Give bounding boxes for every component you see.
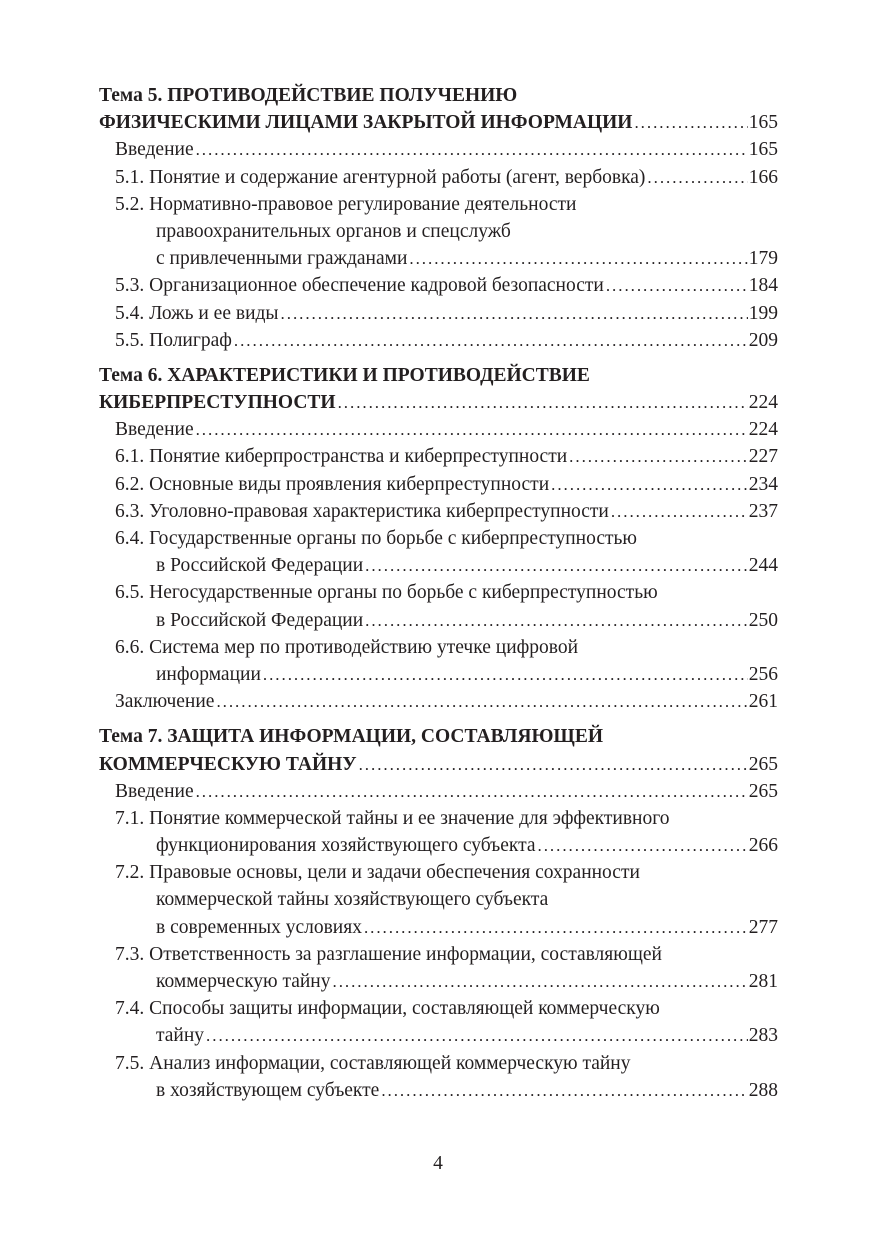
- dot-leader: [234, 327, 748, 354]
- entry-label: 6.1. Понятие киберпространства и киберпреступности: [115, 446, 568, 468]
- toc-entry: [99, 443, 778, 470]
- entry-label: 6.2. Основные виды проявления киберпреступности: [115, 473, 550, 495]
- topic-title: [99, 109, 778, 136]
- toc-entry-continuation: [99, 661, 778, 688]
- page-ref: 209: [748, 329, 778, 351]
- page-ref: 199: [748, 302, 778, 324]
- page-ref: 265: [748, 780, 778, 802]
- topic-5-section: [99, 82, 778, 354]
- topic-title-line-2: КОММЕРЧЕСКУЮ ТАЙНУ: [99, 753, 357, 775]
- entry-label: в хозяйствующем субъекте: [156, 1079, 380, 1101]
- toc-entry: [99, 995, 778, 1022]
- entry-label: 7.4. Способы защиты информации, составляющей коммерческую: [115, 998, 660, 1020]
- page-ref: 184: [748, 275, 778, 297]
- page-ref: 288: [748, 1079, 778, 1101]
- entry-label: коммерческую тайну: [156, 971, 331, 992]
- page-number: 4: [433, 1153, 443, 1174]
- page-ref: 166: [748, 166, 778, 188]
- dot-leader: [365, 607, 748, 634]
- topic-title: [99, 82, 778, 109]
- dot-leader: [206, 1022, 748, 1049]
- page-ref: 244: [748, 555, 778, 577]
- entry-label: 5.3. Организационное обеспечение кадровой безопасности: [115, 275, 604, 297]
- dot-leader: [216, 688, 747, 715]
- dot-leader: [606, 272, 748, 299]
- entry-label: 7.5. Анализ информации, составляющей коммерческую тайну: [115, 1052, 631, 1074]
- toc-entry: [99, 525, 778, 552]
- page-ref: 256: [748, 663, 778, 685]
- dot-leader: [333, 968, 748, 995]
- dot-leader: [338, 389, 748, 416]
- entry-label: коммерческой тайны хозяйствующего субъекта: [156, 889, 549, 911]
- entry-label: 7.1. Понятие коммерческой тайны и ее значение для эффективного: [115, 807, 670, 829]
- toc-entry: [99, 1050, 778, 1077]
- page-ref: 234: [748, 473, 778, 495]
- entry-label: Введение: [115, 419, 194, 441]
- dot-leader: [263, 661, 748, 688]
- toc-entry: [99, 471, 778, 498]
- dot-leader: [381, 1077, 747, 1104]
- entry-label: 6.3. Уголовно-правовая характеристика киберпреступности: [115, 500, 609, 522]
- page-ref: 250: [748, 609, 778, 631]
- toc-entry: [99, 327, 778, 354]
- toc-entry-continuation: [99, 968, 778, 995]
- dot-leader: [364, 914, 748, 941]
- dot-leader: [634, 109, 747, 136]
- toc-entry: [99, 778, 778, 805]
- topic-7-section: [99, 723, 778, 1104]
- toc-entry: [99, 688, 778, 715]
- table-of-contents: [99, 82, 778, 1112]
- topic-title: [99, 723, 778, 750]
- toc-entry: [99, 136, 778, 163]
- dot-leader: [538, 832, 748, 859]
- dot-leader: [647, 164, 747, 191]
- toc-entry-continuation: [99, 832, 778, 859]
- dot-leader: [365, 552, 748, 579]
- entry-label: информации: [156, 663, 261, 685]
- entry-label: 7.2. Правовые основы, цели и задачи обеспечения сохранности: [115, 862, 640, 884]
- toc-entry: [99, 164, 778, 191]
- entry-label: 5.1. Понятие и содержание агентурной работы (агент, вербовка): [115, 166, 646, 188]
- topic-title-line-1: Тема 5. ПРОТИВОДЕЙСТВИЕ ПОЛУЧЕНИЮ: [99, 85, 518, 106]
- toc-entry: [99, 941, 778, 968]
- topic-title-line-2: КИБЕРПРЕСТУПНОСТИ: [99, 392, 336, 414]
- dot-leader: [281, 300, 748, 327]
- toc-entry: [99, 579, 778, 606]
- toc-entry: [99, 191, 778, 218]
- dot-leader: [359, 751, 748, 778]
- page-ref: 283: [748, 1025, 778, 1047]
- entry-label: Введение: [115, 139, 194, 161]
- toc-entry-continuation: [99, 607, 778, 634]
- entry-label: функционирования хозяйствующего субъекта: [156, 835, 536, 857]
- page-ref: 165: [748, 139, 778, 161]
- dot-leader: [409, 245, 747, 272]
- topic-6-section: [99, 362, 778, 715]
- page-ref: 266: [748, 835, 778, 857]
- dot-leader: [611, 498, 748, 525]
- toc-entry-continuation: [99, 1022, 778, 1049]
- toc-entry: [99, 272, 778, 299]
- page-ref: 224: [748, 392, 778, 414]
- entry-label: 6.5. Негосударственные органы по борьбе с киберпреступностью: [115, 582, 658, 604]
- entry-label: тайну: [156, 1025, 205, 1047]
- toc-entry: [99, 300, 778, 327]
- toc-entry-continuation: [99, 886, 778, 913]
- dot-leader: [569, 443, 748, 470]
- entry-label: в современных условиях: [156, 916, 362, 938]
- topic-title: [99, 751, 778, 778]
- entry-label: 6.4. Государственные органы по борьбе с киберпреступностью: [115, 528, 637, 549]
- entry-label: в Российской Федерации: [156, 555, 364, 577]
- entry-label: 7.3. Ответственность за разглашение информации, составляющей: [115, 943, 662, 965]
- dot-leader: [196, 416, 748, 443]
- page-ref: 281: [748, 971, 778, 992]
- dot-leader: [196, 136, 748, 163]
- page-ref: 237: [748, 500, 778, 522]
- topic-title-line-1: Тема 7. ЗАЩИТА ИНФОРМАЦИИ, СОСТАВЛЯЮЩЕЙ: [99, 726, 604, 748]
- toc-entry-continuation: [99, 914, 778, 941]
- toc-entry: [99, 634, 778, 661]
- toc-entry-continuation: [99, 218, 778, 245]
- topic-title-line-1: Тема 6. ХАРАКТЕРИСТИКИ И ПРОТИВОДЕЙСТВИЕ: [99, 364, 590, 386]
- entry-label: в Российской Федерации: [156, 609, 364, 631]
- entry-label: 5.2. Нормативно-правовое регулирование деятельности: [115, 193, 577, 215]
- topic-title: [99, 389, 778, 416]
- entry-label: Заключение: [115, 691, 215, 713]
- toc-entry-continuation: [99, 552, 778, 579]
- toc-entry: [99, 416, 778, 443]
- page-ref: 277: [748, 916, 778, 938]
- entry-label: 5.5. Полиграф: [115, 329, 232, 351]
- toc-entry: [99, 498, 778, 525]
- page-ref: 265: [748, 753, 778, 775]
- page-ref: 165: [748, 112, 778, 134]
- page-ref: 179: [748, 248, 778, 270]
- entry-label: 5.4. Ложь и ее виды: [115, 302, 279, 324]
- toc-entry-continuation: [99, 245, 778, 272]
- entry-label: 6.6. Система мер по противодействию утечке цифровой: [115, 636, 579, 658]
- toc-entry: [99, 859, 778, 886]
- entry-label: правоохранительных органов и спецслужб: [156, 220, 511, 242]
- topic-title: [99, 362, 778, 389]
- toc-entry: [99, 805, 778, 832]
- page-ref: 224: [748, 419, 778, 441]
- dot-leader: [551, 471, 748, 498]
- page-ref: 261: [748, 691, 778, 713]
- toc-entry-continuation: [99, 1077, 778, 1104]
- dot-leader: [196, 778, 748, 805]
- entry-label: с привлеченными гражданами: [156, 248, 408, 270]
- topic-title-line-2: ФИЗИЧЕСКИМИ ЛИЦАМИ ЗАКРЫТОЙ ИНФОРМАЦИИ: [99, 112, 633, 134]
- entry-label: Введение: [115, 780, 194, 802]
- page-ref: 227: [748, 446, 778, 468]
